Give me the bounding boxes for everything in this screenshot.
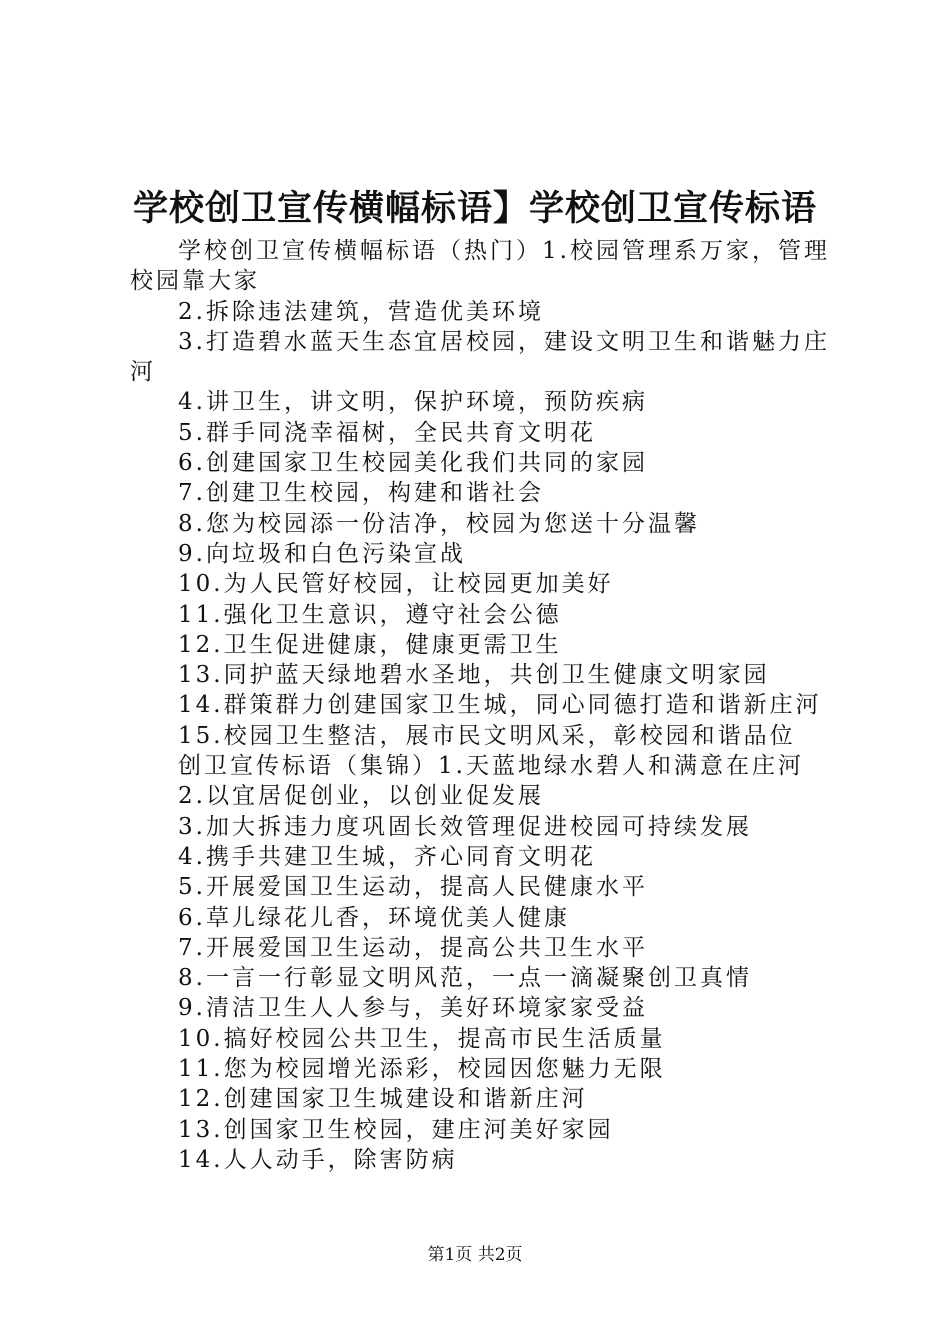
slogan-paragraph: 3.打造碧水蓝天生态宜居校园，建设文明卫生和谐魅力庄河: [130, 328, 830, 386]
slogan-line: 13.创国家卫生校园，建庄河美好家园: [178, 1116, 614, 1143]
slogan-line: 3.加大拆违力度巩固长效管理促进校园可持续发展: [178, 813, 752, 840]
slogan-line: 8.您为校园添一份洁净，校园为您送十分温馨: [178, 510, 700, 537]
slogan-line: 12.创建国家卫生城建设和谐新庄河: [178, 1086, 588, 1113]
slogan-line: 11.强化卫生意识，遵守社会公德: [178, 601, 562, 628]
slogan-line: 12.卫生促进健康，健康更需卫生: [178, 631, 562, 658]
intro-paragraph: 学校创卫宣传横幅标语（热门）1.校园管理系万家，管理校园靠大家: [130, 238, 830, 295]
slogan-line: 7.开展爱国卫生运动，提高公共卫生水平: [178, 934, 648, 961]
document-title: 学校创卫宣传横幅标语】学校创卫宣传标语: [132, 188, 817, 229]
slogan-line: 9.清洁卫生人人参与，美好环境家家受益: [178, 995, 648, 1022]
slogan-line: 11.您为校园增光添彩，校园因您魅力无限: [178, 1056, 666, 1083]
slogan-line: 14.群策群力创建国家卫生城，同心同德打造和谐新庄河: [178, 692, 822, 719]
slogan-line: 4.携手共建卫生城，齐心同育文明花: [178, 843, 596, 870]
document-body: [130, 236, 835, 1175]
slogan-line: 6.草儿绿花儿香，环境优美人健康: [178, 904, 570, 931]
slogan-line: 2.以宜居促创业，以创业促发展: [178, 783, 544, 810]
page-number: 第1页 共2页: [427, 1245, 523, 1265]
slogan-line: 9.向垃圾和白色污染宣战: [178, 540, 466, 567]
slogan-line: 14.人人动手，除害防病: [178, 1146, 458, 1173]
slogan-line: 5.开展爱国卫生运动，提高人民健康水平: [178, 874, 648, 901]
slogan-line: 2.拆除违法建筑，营造优美环境: [178, 298, 544, 325]
slogan-line: 8.一言一行彰显文明风范，一点一滴凝聚创卫真情: [178, 965, 752, 992]
slogan-line: 4.讲卫生，讲文明，保护环境，预防疾病: [178, 389, 648, 416]
slogan-list: [130, 387, 835, 1175]
slogan-line: 7.创建卫生校园，构建和谐社会: [178, 480, 544, 507]
slogan-line: 15.校园卫生整洁，展市民文明风采，彰校园和谐品位: [178, 722, 796, 749]
slogan-line: 6.创建国家卫生校园美化我们共同的家园: [178, 450, 648, 477]
slogan-line: 5.群手同浇幸福树，全民共育文明花: [178, 419, 596, 446]
slogan-line: 10.为人民管好校园，让校园更加美好: [178, 571, 614, 598]
slogan-line: 10.搞好校园公共卫生，提高市民生活质量: [178, 1025, 666, 1052]
slogan-line: 创卫宣传标语（集锦）1.天蓝地绿水碧人和满意在庄河: [178, 753, 804, 780]
slogan-line: 13.同护蓝天绿地碧水圣地，共创卫生健康文明家园: [178, 662, 770, 689]
